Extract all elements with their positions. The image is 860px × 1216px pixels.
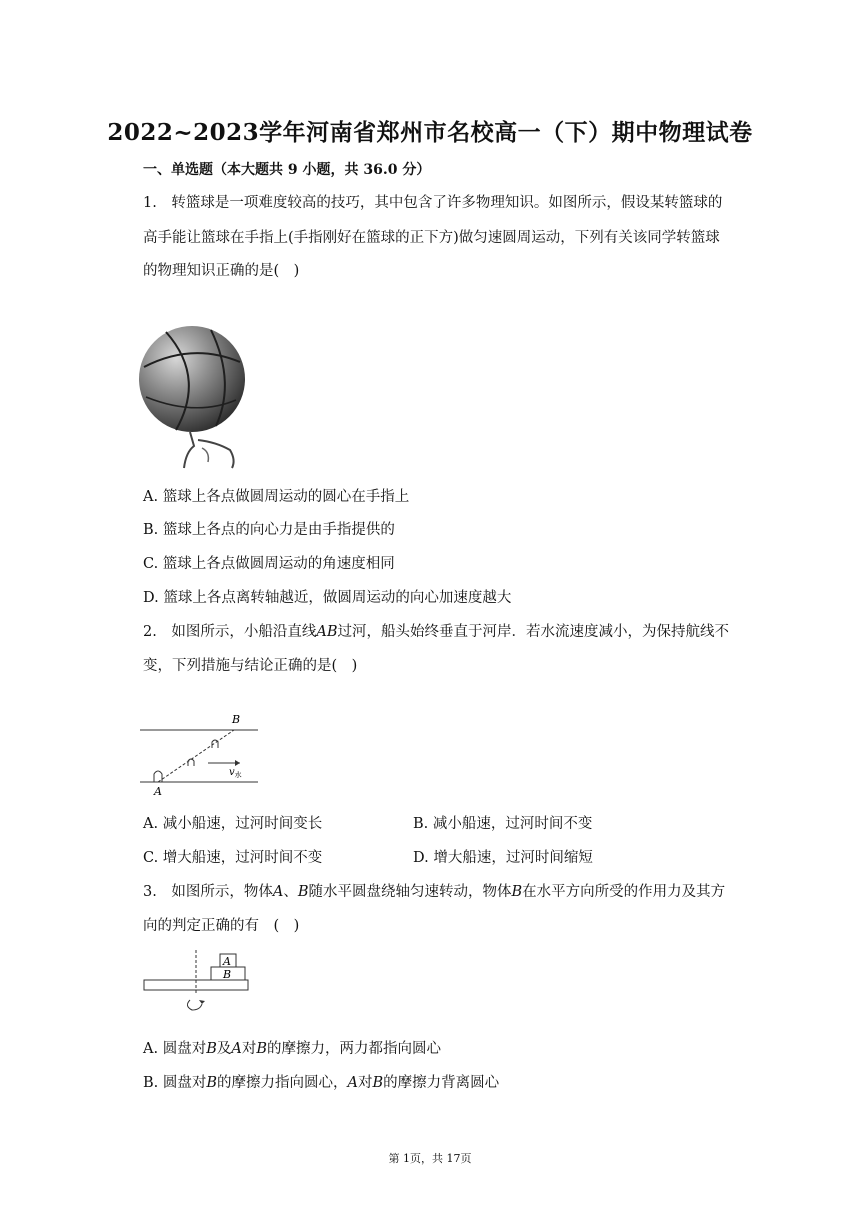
q3b-p4: 的摩擦力背离圆心 [383, 1075, 500, 1091]
q2-option-b: B. 减小船速，过河时间不变 [413, 816, 593, 832]
q3a-v1: B [206, 1041, 217, 1057]
q2-text-line-2: 变，下列措施与结论正确的是( ) [143, 658, 358, 674]
q3a-p2: 及 [216, 1041, 232, 1057]
q3b-v2: A [347, 1075, 359, 1091]
q1-text-line-2: 高手能让篮球在手指上(手指刚好在篮球的正下方)做匀速圆周运动，下列有关该同学转篮球 [143, 230, 720, 246]
block-a-label: A [223, 955, 231, 968]
label-v-water [229, 767, 242, 779]
q3a-v3: B [256, 1041, 267, 1057]
q3b-p2: 的摩擦力指向圆心， [217, 1075, 348, 1091]
q1-option-c: C. 篮球上各点做圆周运动的角速度相同 [143, 556, 395, 572]
q3-option-b [143, 1071, 499, 1092]
q3a-p1: A. 圆盘对 [143, 1041, 207, 1057]
label-b: B [232, 713, 241, 726]
q2-option-a: A. 减小船速，过河时间变长 [143, 816, 323, 832]
basketball-figure [136, 322, 248, 472]
q1-option-a: A. 篮球上各点做圆周运动的圆心在手指上 [143, 489, 410, 505]
disk-blocks-figure [140, 948, 252, 1014]
block-b-label: B [223, 968, 232, 981]
q3-option-a [143, 1037, 441, 1058]
q3a-p3: 对 [241, 1041, 257, 1057]
q1-text-line-1: 1. 转篮球是一项难度较高的技巧，其中包含了许多物理知识。如图所示，假设某转篮球的 [143, 195, 723, 211]
q3-text-c: 随水平圆盘绕轴匀速转动，物体 [308, 884, 512, 900]
q3a-v2: A [231, 1041, 242, 1057]
label-v: v [229, 767, 235, 778]
page-footer: 第 1页，共 17页 [388, 1152, 472, 1165]
q3b-v1: B [206, 1075, 218, 1091]
q2-var-ab: AB [316, 624, 338, 640]
label-a: A [154, 785, 162, 798]
q3b-p3: 对 [358, 1075, 373, 1091]
label-v-sub: 水 [234, 771, 242, 779]
q2-option-c: C. 增大船速，过河时间不变 [143, 850, 323, 866]
q3-text-a: 3. 如图所示，物体 [143, 884, 273, 900]
page-title: 2022~2023学年河南省郑州市名校高一（下）期中物理试卷 [107, 119, 753, 146]
q3-var-b2: B [511, 884, 523, 900]
q1-text-line-3: 的物理知识正确的是( ) [143, 263, 300, 279]
q3b-v3: B [372, 1075, 384, 1091]
q3-var-b: B [297, 884, 309, 900]
q3-var-a: A [272, 884, 284, 900]
q3-text-line-1 [143, 880, 753, 901]
q3-text-d: 在水平方向所受的作用力及其方 [522, 884, 726, 900]
q1-option-d: D. 篮球上各点离转轴越近，做圆周运动的向心加速度越大 [143, 590, 512, 606]
q2-text-line-1 [143, 620, 753, 641]
section-heading: 一、单选题（本大题共 9 小题，共 36.0 分） [143, 162, 431, 178]
q3a-p4: 的摩擦力，两力都指向圆心 [267, 1041, 441, 1057]
q2-text-pre: 2. 如图所示，小船沿直线 [143, 624, 317, 640]
q2-option-d: D. 增大船速，过河时间缩短 [413, 850, 593, 866]
q3-text-line-2: 向的判定正确的有 ( ) [143, 918, 300, 934]
river-boat-figure [136, 710, 266, 800]
q3-text-b: 、 [283, 884, 298, 900]
q2-text-post: 过河，船头始终垂直于河岸．若水流速度减小，为保持航线不 [337, 624, 729, 640]
q1-option-b: B. 篮球上各点的向心力是由手指提供的 [143, 522, 395, 538]
q3b-p1: B. 圆盘对 [143, 1075, 207, 1091]
